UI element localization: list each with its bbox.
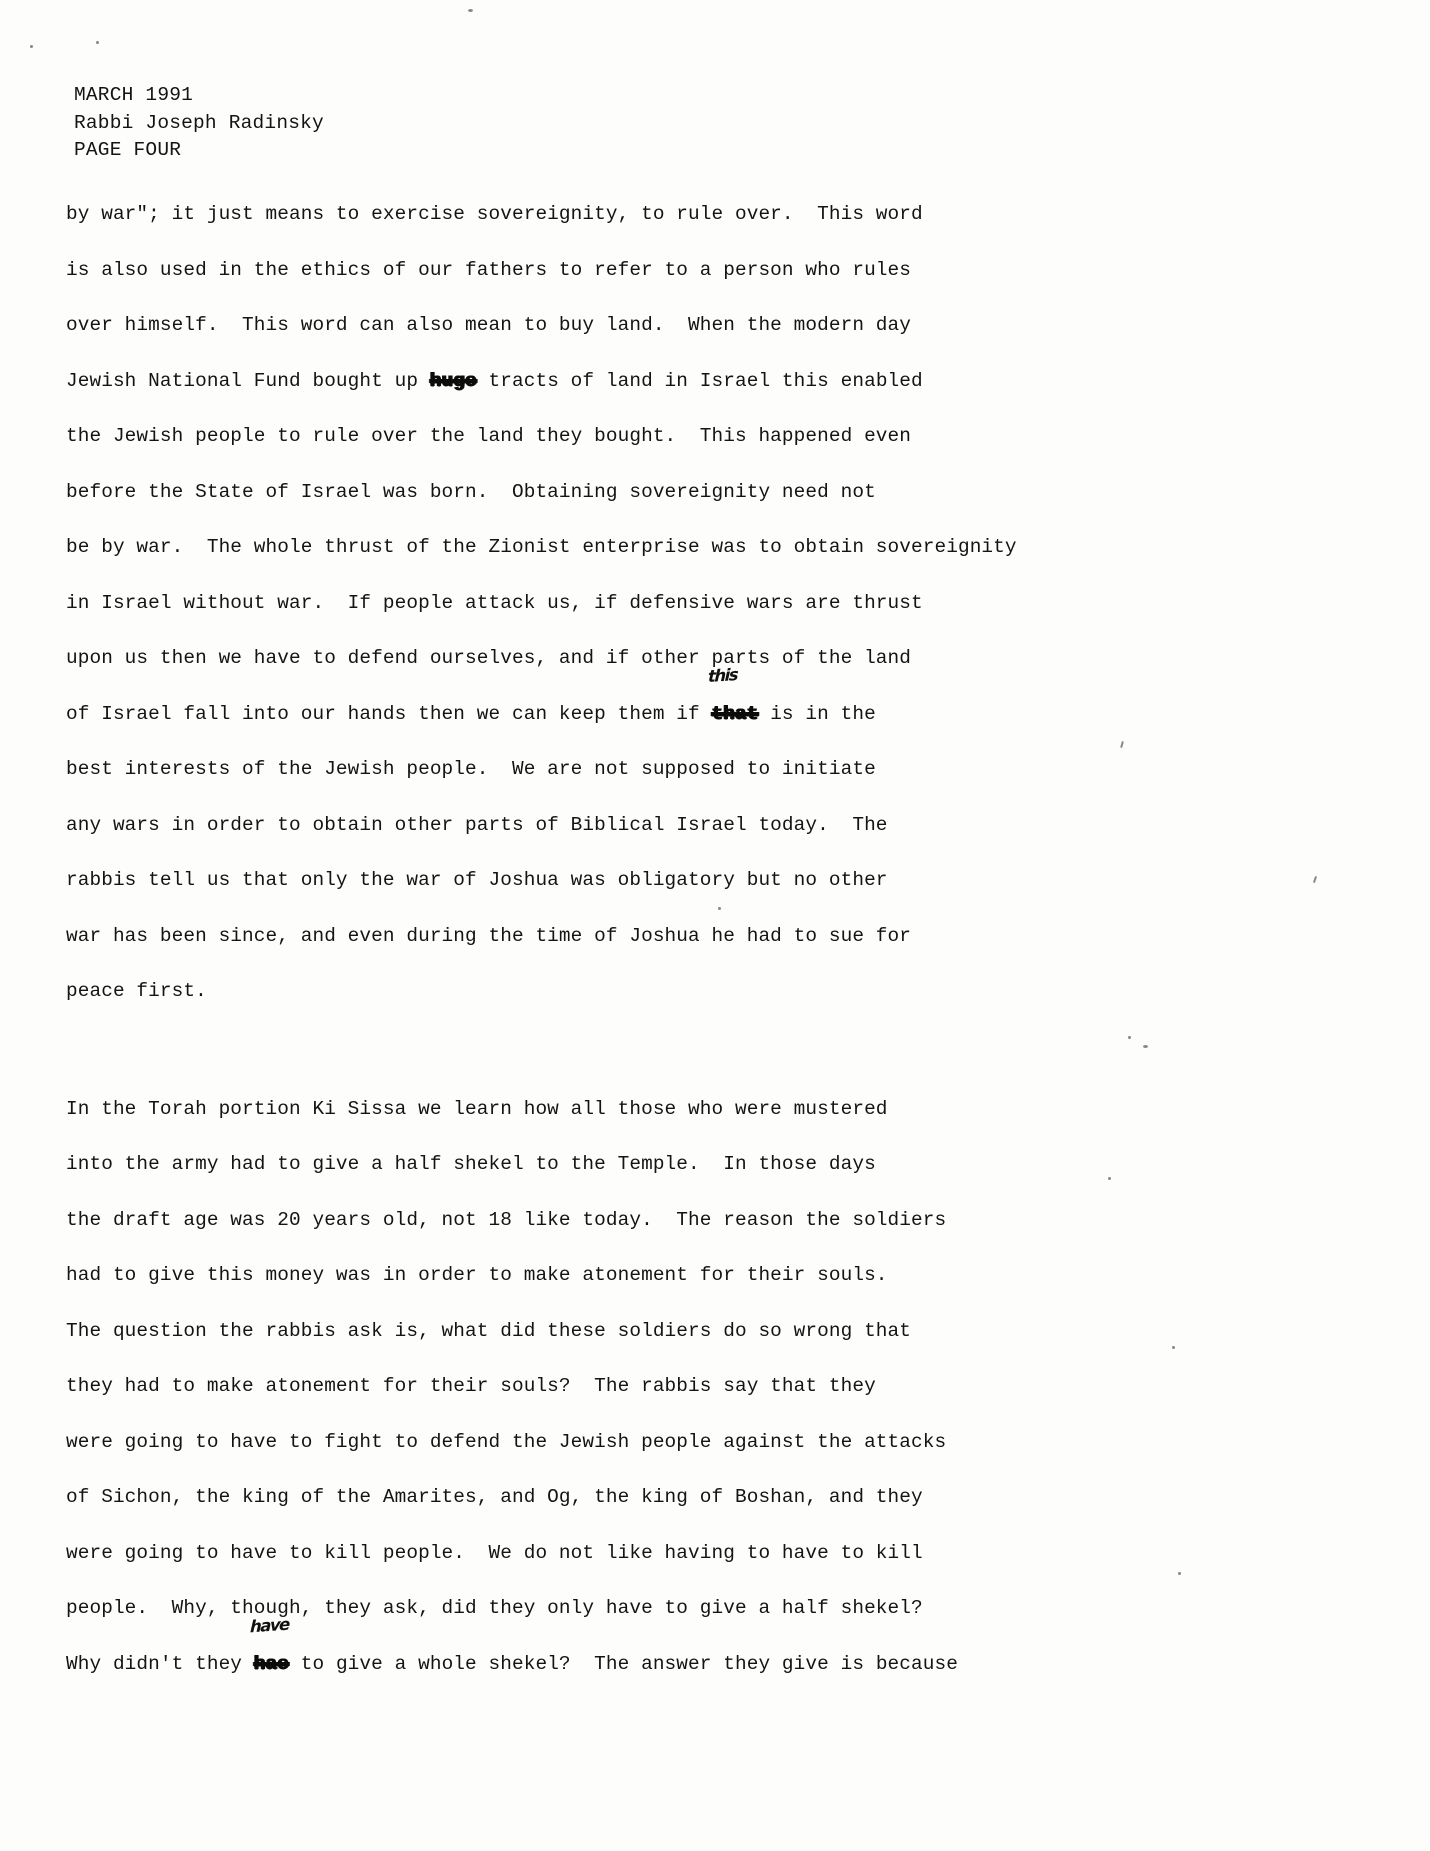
text-line bbox=[66, 1304, 1390, 1360]
text-line bbox=[66, 964, 1390, 1020]
typed-text: Why didn't they bbox=[66, 1652, 254, 1675]
text-line bbox=[66, 742, 1390, 798]
handwritten-word: this bbox=[707, 664, 737, 686]
handwritten-correction bbox=[707, 664, 759, 743]
text-line bbox=[66, 1137, 1390, 1193]
typed-text: is in the bbox=[758, 702, 876, 725]
text-line bbox=[66, 187, 1390, 243]
header-line: MARCH 1991 bbox=[74, 84, 194, 106]
paragraph bbox=[66, 187, 1390, 1020]
struck-text: hae bbox=[253, 1652, 289, 1675]
scan-speck bbox=[1128, 1036, 1131, 1039]
typed-text: to give a whole shekel? The answer they give is because bbox=[289, 1652, 958, 1675]
typed-text: into the army had to give a half shekel to the Temple. In those days bbox=[66, 1153, 876, 1175]
text-line bbox=[66, 1470, 1390, 1526]
typed-text: The question the rabbis ask is, what did these soldiers do so wrong that bbox=[66, 1319, 912, 1342]
scan-speck bbox=[96, 41, 99, 44]
struck-text: huge bbox=[429, 369, 477, 392]
typed-text: by war"; it just means to exercise sovereignity, to rule over. This word bbox=[66, 203, 923, 225]
text-line bbox=[66, 298, 1390, 354]
text-line bbox=[66, 909, 1390, 965]
text-line bbox=[66, 853, 1390, 909]
typed-text: Jewish National Fund bought up bbox=[66, 369, 430, 392]
text-line bbox=[66, 1248, 1390, 1304]
handwritten-correction bbox=[249, 1614, 289, 1693]
typed-text: rabbis tell us that only the war of Joshua was obligatory but no other bbox=[66, 869, 888, 891]
typed-text: peace first. bbox=[66, 980, 207, 1002]
text-line bbox=[66, 465, 1390, 521]
typed-text: of Israel fall into our hands then we can keep them if bbox=[66, 702, 712, 725]
text-line bbox=[66, 1082, 1390, 1138]
text-line bbox=[66, 798, 1390, 854]
scan-speck bbox=[30, 45, 33, 48]
header-line: Rabbi Joseph Radinsky bbox=[74, 111, 324, 134]
document-header bbox=[74, 82, 324, 165]
typed-text: the draft age was 20 years old, not 18 like today. The reason the soldiers bbox=[66, 1208, 947, 1231]
typed-text: were going to have to fight to defend the Jewish people against the attacks bbox=[66, 1430, 947, 1453]
text-line bbox=[66, 354, 1390, 410]
scan-speck bbox=[1178, 1572, 1181, 1575]
scan-speck bbox=[1108, 1177, 1111, 1180]
typed-text: war has been since, and even during the time of Joshua he had to sue for bbox=[66, 924, 912, 947]
typed-text: the Jewish people to rule over the land they bought. This happened even bbox=[66, 425, 912, 447]
typed-text: In the Torah portion Ki Sissa we learn how all those who were mustered bbox=[66, 1097, 888, 1120]
typed-text: upon us then we have to defend ourselves, and if other parts of the land bbox=[66, 647, 912, 669]
text-line bbox=[66, 576, 1390, 632]
text-line bbox=[66, 409, 1390, 465]
text-line bbox=[66, 1614, 1390, 1693]
scan-speck bbox=[1172, 1346, 1175, 1349]
typed-text: is also used in the ethics of our fathers to refer to a person who rules bbox=[66, 258, 912, 281]
text-line bbox=[66, 664, 1390, 743]
scan-speck bbox=[718, 907, 721, 910]
paragraph bbox=[66, 1082, 1390, 1693]
typed-text: in Israel without war. If people attack us, if defensive wars are thrust bbox=[66, 591, 923, 614]
typed-text: had to give this money was in order to make atonement for their souls. bbox=[66, 1264, 888, 1286]
typed-text: over himself. This word can also mean to buy land. When the modern day bbox=[66, 314, 912, 336]
typed-text: before the State of Israel was born. Obtaining sovereignity need not bbox=[66, 480, 876, 503]
text-line bbox=[66, 243, 1390, 299]
typed-text: they had to make atonement for their souls? The rabbis say that they bbox=[66, 1375, 876, 1397]
text-line bbox=[66, 1193, 1390, 1249]
text-line bbox=[66, 1415, 1390, 1471]
text-line bbox=[66, 1526, 1390, 1582]
struck-word bbox=[430, 354, 477, 410]
handwritten-word: have bbox=[249, 1614, 289, 1636]
typed-text: people. Why, though, they ask, did they only have to give a half shekel? bbox=[66, 1597, 923, 1619]
scan-speck bbox=[468, 9, 473, 12]
typed-text: be by war. The whole thrust of the Zionist enterprise was to obtain sovereignity bbox=[66, 536, 1017, 558]
header-line: PAGE FOUR bbox=[74, 139, 182, 161]
typed-text: tracts of land in Israel this enabled bbox=[476, 369, 923, 392]
text-line bbox=[66, 520, 1390, 576]
struck-text: that bbox=[711, 702, 759, 725]
typed-text: of Sichon, the king of the Amarites, and Og, the king of Boshan, and they bbox=[66, 1486, 923, 1508]
typed-text: any wars in order to obtain other parts of Biblical Israel today. The bbox=[66, 813, 888, 836]
typed-text: were going to have to kill people. We do not like having to have to kill bbox=[66, 1541, 923, 1564]
scan-speck bbox=[1143, 1045, 1148, 1048]
text-line bbox=[66, 1359, 1390, 1415]
typed-text: best interests of the Jewish people. We are not supposed to initiate bbox=[66, 758, 876, 780]
document-body bbox=[66, 187, 1390, 1692]
